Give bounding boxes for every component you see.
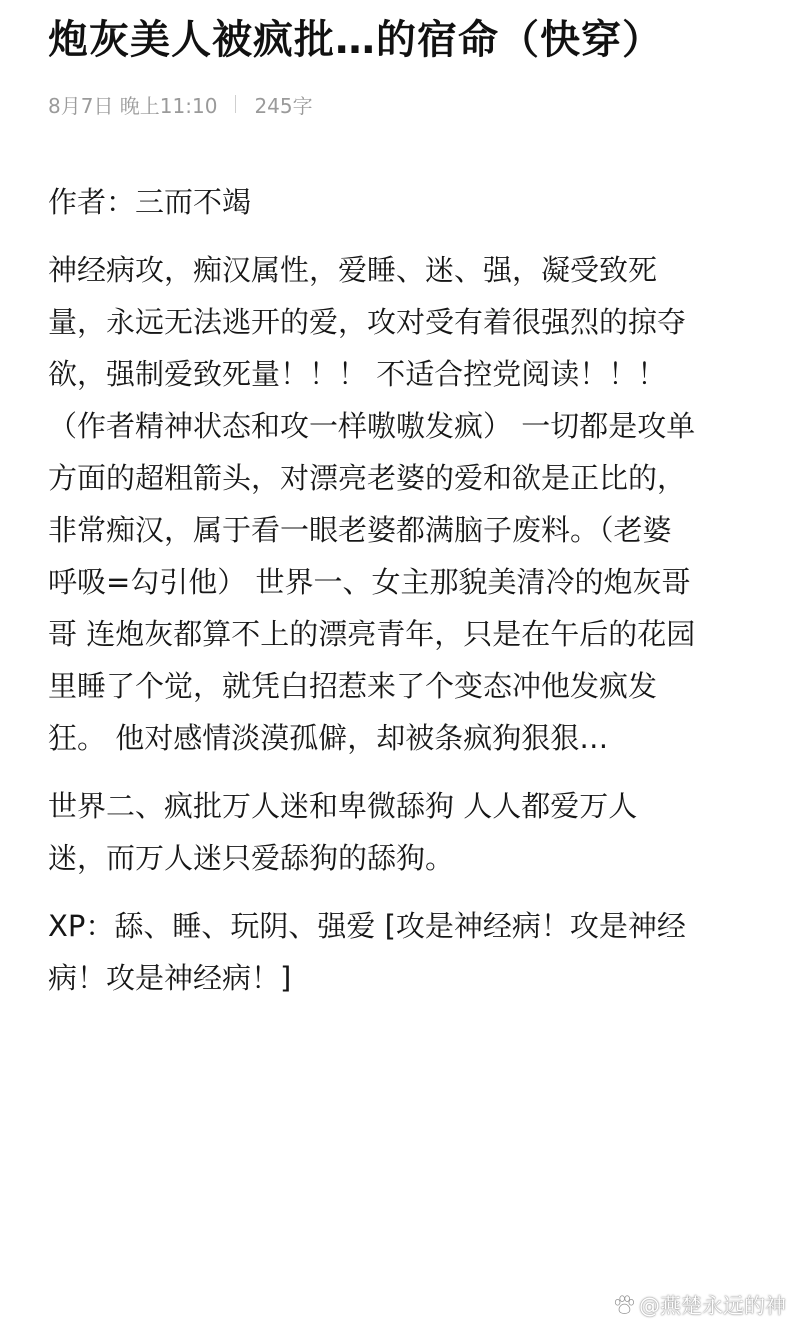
text-line: 欲，强制爱致死量！！！ 不适合控党阅读！！！ xyxy=(48,357,667,391)
word-count: 245字 xyxy=(254,93,313,118)
note-date: 8月7日 晚上11:10 xyxy=(48,93,218,118)
note-meta xyxy=(48,90,760,118)
note-content xyxy=(48,0,760,1004)
meta-divider xyxy=(235,95,236,113)
text-line: XP：舔、睡、玩阴、强爱 [攻是神经病！攻是神经 xyxy=(48,909,686,943)
text-line: 量，永远无法逃开的爱，攻对受有着很强烈的掠夺 xyxy=(48,305,687,339)
page-title: 炮灰美人被疯批…的宿命（快穿） xyxy=(48,17,663,63)
watermark-text: @燕楚永远的神 xyxy=(639,1294,786,1318)
text-line: 神经病攻，痴汉属性，爱睡、迷、强，凝受致死 xyxy=(48,253,658,287)
text-line: 狂。 他对感情淡漠孤僻，却被条疯狗狠狠… xyxy=(48,721,609,755)
text-line: 方面的超粗箭头，对漂亮老婆的爱和欲是正比的， xyxy=(48,461,687,495)
text-line: 里睡了个觉，就凭白招惹来了个变态冲他发疯发 xyxy=(48,669,658,703)
paragraph-gap xyxy=(48,764,760,780)
text-line: 病！攻是神经病！] xyxy=(48,961,292,995)
text-line: 非常痴汉，属于看一眼老婆都满脑子废料。（老婆 xyxy=(48,513,672,547)
paragraph-gap xyxy=(48,228,760,244)
text-line: 迷，而万人迷只爱舔狗的舔狗。 xyxy=(48,841,455,875)
text-line: 世界二、疯批万人迷和卑微舔狗 人人都爱万人 xyxy=(48,789,638,823)
paw-icon xyxy=(613,1295,635,1315)
watermark xyxy=(613,1290,786,1320)
paragraph-gap xyxy=(48,884,760,900)
text-line: （作者精神状态和攻一样嗷嗷发疯） 一切都是攻单 xyxy=(48,409,696,443)
text-line: 哥 连炮灰都算不上的漂亮青年，只是在午后的花园 xyxy=(48,617,696,651)
text-line: 呼吸=勾引他） 世界一、女主那貌美清冷的炮灰哥 xyxy=(48,565,691,599)
note-body xyxy=(48,176,760,1004)
author-line: 作者：三而不竭 xyxy=(48,185,252,219)
